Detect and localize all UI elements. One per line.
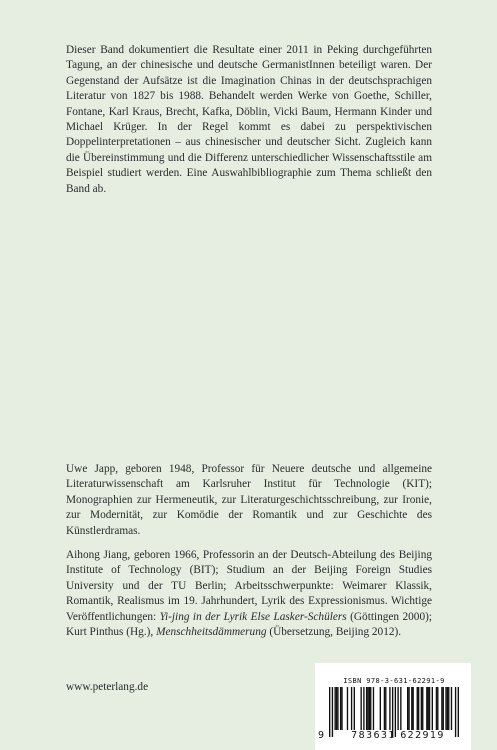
- barcode-bar: [437, 687, 438, 730]
- barcode-bar: [385, 687, 386, 730]
- bio-jiang-work1-details: (Göttingen 2000); Kurt Pinthus (Hg.),: [66, 610, 432, 639]
- barcode-bar: [451, 687, 452, 730]
- bio-jiang-work2-details: (Übersetzung, Beijing 2012).: [266, 626, 402, 639]
- barcode-bar: [334, 687, 335, 730]
- barcode-bar: [373, 687, 374, 730]
- barcode-bar: [445, 687, 446, 730]
- barcode-bar: [447, 687, 448, 730]
- publisher-website[interactable]: www.peterlang.de: [66, 681, 149, 693]
- barcode-bar: [370, 687, 371, 730]
- barcode-bar: [436, 687, 437, 730]
- book-title-yi-jing: Yi-jing in der Lyrik Else Lasker-Schülers: [159, 610, 347, 623]
- barcode-bar: [336, 687, 337, 730]
- barcode-bar: [367, 687, 368, 730]
- barcode-digits: 783631 622919: [351, 730, 445, 741]
- barcode-bar: [337, 687, 338, 730]
- author-bio-uwe-japp: Uwe Japp, geboren 1948, Professor für Neuere deutsche und allgemeine Literaturwissenschaft am Karlsruher Institut für Technologie (KIT); Monographien zur Hermeneutik, zur Literaturgeschichtsschreibung, zur Ironie, zur Modernität, zur Komödie der Romantik und zur Geschichte des Künstlerdramas.: [66, 463, 432, 537]
- barcode-bar: [421, 687, 422, 730]
- barcode-bar: [412, 687, 413, 730]
- barcode-bar: [347, 687, 348, 730]
- back-cover-blurb: Dieser Band dokumentiert die Resultate einer 2011 in Peking durchgeführten Tagung, an der chinesische und deutsche GermanistInnen beteiligt waren. Der Gegenstand der Aufsätze ist die Imagination Chinas in der deutschsprachigen Literatur von 1827 bis 1988. Behandelt werden Werke von Goethe, Schiller, Fontane, Karl Kraus, Brecht, Kafka, Döblin, Vicki Baum, Hermann Kinder und Michael Krüger. In der Regel kommt es dabei zu perspektivischen Doppelinterpretationen – aus chinesischer und deutscher Sicht. Zugleich kann die Übereinstimmung und die Differenz unterschiedlicher Wissenschaftsstile am Beispiel studiert werden. Eine Auswahlbibliographie zum Thema schließt den Band ab.: [66, 44, 432, 195]
- barcode-lead-digit: 9: [318, 730, 325, 741]
- barcode-bar: [408, 687, 409, 730]
- barcode-bar: [354, 687, 355, 730]
- barcode-guard-bar: [329, 687, 330, 737]
- barcode-bar: [384, 687, 385, 730]
- barcode-bar: [366, 687, 367, 730]
- barcode-bar: [400, 687, 401, 730]
- barcode-bar: [397, 687, 398, 730]
- barcode-bar: [341, 687, 342, 730]
- barcode-bar: [411, 687, 412, 730]
- isbn-barcode: [315, 663, 471, 750]
- barcode-bar: [369, 687, 370, 730]
- barcode-bar: [441, 687, 442, 730]
- barcode-bar: [432, 687, 433, 730]
- barcode-bar: [360, 687, 361, 730]
- barcode-bar: [389, 687, 390, 730]
- author-bio-aihong-jiang: [66, 548, 432, 640]
- barcode-bar: [380, 687, 381, 730]
- barcode-bar: [429, 687, 430, 730]
- barcode-bar: [363, 687, 364, 730]
- barcode-bar: [443, 687, 444, 730]
- barcode-bar: [428, 687, 429, 730]
- barcode-bar: [448, 687, 449, 730]
- barcode-bar: [407, 687, 408, 730]
- book-title-menschheitsdaemmerung: Menschheitsdämmerung: [156, 626, 267, 639]
- barcode-bar: [422, 687, 423, 730]
- isbn-label: ISBN 978-3-631-62291-9: [343, 677, 445, 685]
- barcode-bar: [351, 687, 352, 730]
- barcode-bar: [417, 687, 418, 730]
- barcode-bar: [426, 687, 427, 730]
- barcode-bar: [418, 687, 419, 730]
- barcode-bar: [340, 687, 341, 730]
- bio-jiang-intro: Aihong Jiang, geboren 1966, Professorin an der Deutsch-Abteilung des Beijing Institute of Technology (BIT); Studium an der Beijing Foreign Studies University und der TU Berlin; Arbeitsschwerpunkte: Weimarer Klassik, Romantik, Realismus im 19. Jahrhundert, Lyrik des Expressionismus. Wichtige Veröffentlichungen:: [66, 549, 432, 623]
